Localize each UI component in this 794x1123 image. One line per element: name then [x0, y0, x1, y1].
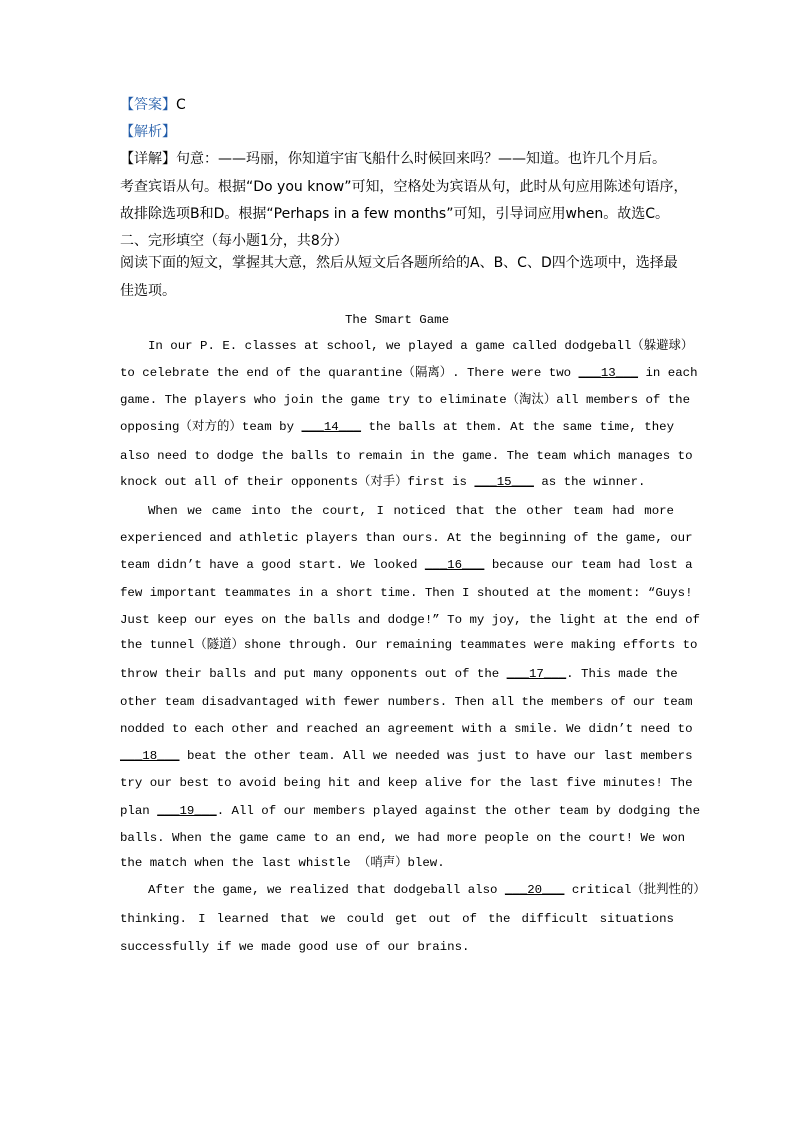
analysis-line	[120, 123, 176, 141]
p2-line-5: Just keep our eyes on the balls and dodge!” To my joy, the light at the end of	[120, 613, 700, 627]
p1-line-4	[120, 418, 674, 436]
p2-line-12	[120, 802, 701, 820]
p2-line-12a: plan	[120, 804, 150, 818]
blank-19: ___19___	[157, 804, 217, 818]
explanation-line-1: 考查宾语从句。根据“Do you know”可知，空格处为宾语从句，此时从句应用陈述句语序，	[120, 179, 688, 195]
detail-text: 句意：——玛丽，你知道宇宙飞船什么时候回来吗？——知道。也许几个月后。	[176, 151, 666, 167]
p1-line-2	[120, 364, 698, 382]
p3-line-1a: After the game, we realized that dodgeball also	[148, 883, 498, 897]
p2-line-12b: . All of our members played against the other team by dodging the	[216, 804, 701, 818]
p2-line-14: the match when the last whistle （哨声）blew.	[120, 856, 445, 870]
detail-label: 【详解】	[120, 151, 176, 167]
instruction-line-2: 佳选项。	[120, 283, 176, 299]
p3-line-1b: critical（批判性的）	[571, 883, 706, 897]
p2-line-3	[120, 556, 693, 574]
section-heading: 二、完形填空（每小题1分，共8分）	[120, 233, 348, 249]
answer-value: C	[176, 97, 186, 113]
p3-line-2: thinking. I learned that we could get out of the difficult situations	[120, 912, 674, 926]
p1-line-4a: opposing（对方的）team by	[120, 420, 295, 434]
p2-line-7a: throw their balls and put many opponents out of the	[120, 667, 500, 681]
p2-line-9: nodded to each other and reached an agreement with a smile. We didn’t need to	[120, 722, 693, 736]
p2-line-3b: because our team had lost a	[491, 558, 693, 572]
p3-line-3: successfully if we made good use of our brains.	[120, 940, 470, 954]
instruction-line-1: 阅读下面的短文，掌握其大意，然后从短文后各题所给的A、B、C、D四个选项中，选择最	[120, 255, 678, 271]
p1-line-2a: to celebrate the end of the quarantine（隔离）. There were two	[120, 366, 572, 380]
p2-line-13: balls. When the game came to an end, we had more people on the court! We won	[120, 831, 686, 845]
p1-line-6a: knock out all of their opponents（对手）first is	[120, 475, 467, 489]
p1-line-1: In our P. E. classes at school, we played a game called dodgeball（躲避球）	[148, 339, 694, 353]
p1-line-5: also need to dodge the balls to remain in the game. The team which manages to	[120, 449, 693, 463]
p2-line-10	[120, 747, 693, 765]
p2-line-8: other team disadvantaged with fewer numbers. Then all the members of our team	[120, 695, 693, 709]
p2-line-7b: . This made the	[566, 667, 678, 681]
p1-line-4b: the balls at them. At the same time, they	[368, 420, 675, 434]
passage-title: The Smart Game	[344, 313, 450, 327]
detail-line	[120, 150, 666, 168]
p2-line-1: When we came into the court, I noticed that the other team had more	[148, 504, 674, 518]
p1-line-6	[120, 473, 674, 491]
explanation-line-2: 故排除选项B和D。根据“Perhaps in a few months”可知，引导词应用when。故选C。	[120, 206, 670, 222]
p3-line-1	[148, 881, 706, 899]
p2-line-3a: team didn’t have a good start. We looked	[120, 558, 418, 572]
blank-18: ___18___	[120, 749, 180, 763]
blank-13: ___13___	[578, 366, 639, 380]
answer-label: 【答案】	[120, 97, 176, 113]
blank-14: ___14___	[301, 420, 362, 434]
p2-line-6: the tunnel（隧道）shone through. Our remaining teammates were making efforts to	[120, 638, 698, 652]
blank-17: ___17___	[506, 667, 567, 681]
p2-line-2: experienced and athletic players than ours. At the beginning of the game, our	[120, 531, 693, 545]
p1-line-6b: as the winner.	[541, 475, 646, 489]
p2-line-11: try our best to avoid being hit and keep alive for the last five minutes! The	[120, 776, 693, 790]
blank-20: ___20___	[504, 883, 565, 897]
blank-15: ___15___	[474, 475, 534, 489]
answer-line	[120, 96, 186, 114]
analysis-label: 【解析】	[120, 124, 176, 140]
p1-line-3: game. The players who join the game try to eliminate（淘汰）all members of the	[120, 393, 691, 407]
p2-line-4: few important teammates in a short time. Then I shouted at the moment: “Guys!	[120, 586, 693, 600]
p2-line-7	[120, 665, 678, 683]
p2-line-10b: beat the other team. All we needed was just to have our last members	[186, 749, 693, 763]
blank-16: ___16___	[424, 558, 485, 572]
p1-line-2b: in each	[645, 366, 698, 380]
